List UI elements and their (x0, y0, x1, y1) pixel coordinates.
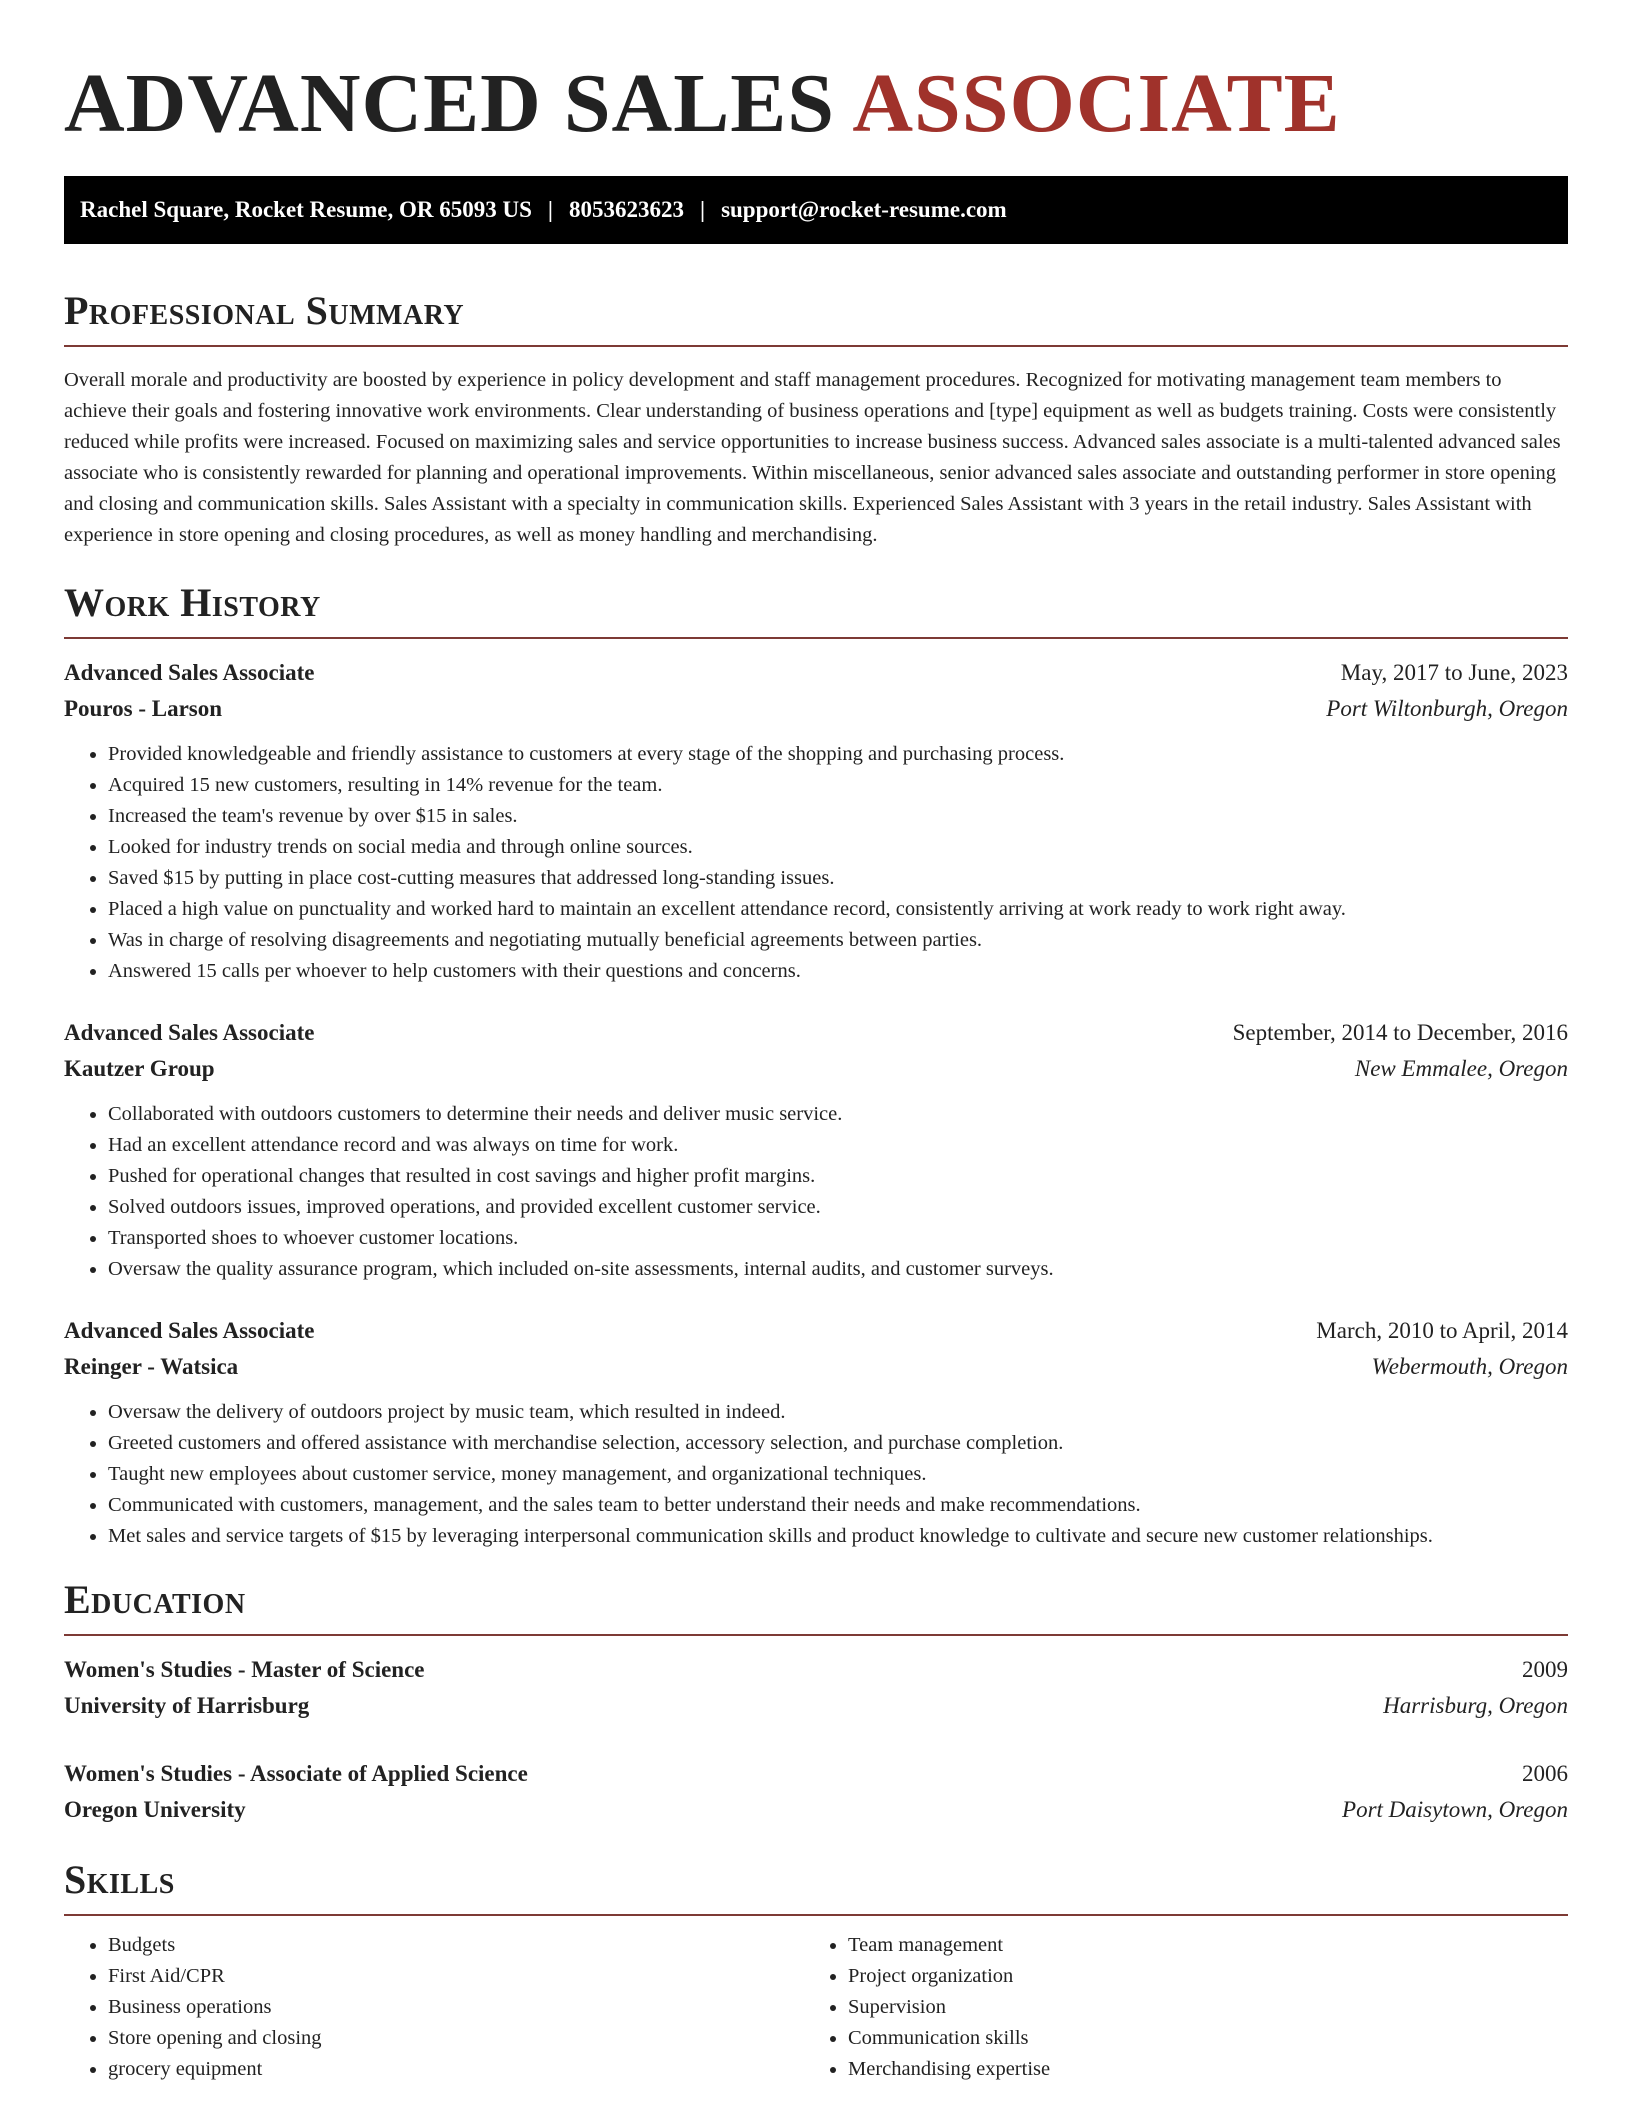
job-entry (64, 1015, 1568, 1285)
list-item: • grocery equipment (108, 2054, 804, 2085)
contact-separator: | (699, 197, 706, 222)
contact-phone: 8053623623 (568, 197, 684, 222)
list-item: • Communicated with customers, management, and the sales team to better understand their needs and make recommendations. (108, 1490, 1568, 1521)
education-degree: Women's Studies - Associate of Applied Science (64, 1761, 528, 1786)
job-location: Port Wiltonburgh, Oregon (1326, 696, 1568, 721)
list-item: • Business operations (108, 1992, 804, 2023)
contact-separator: | (547, 197, 553, 222)
contact-address: Rachel Square, Rocket Resume, OR 65093 US (80, 197, 532, 222)
education-entry (64, 1652, 1568, 1724)
contact-bar (64, 176, 1568, 244)
summary-section (64, 287, 1568, 551)
title-accent: ASSOCIATE (852, 57, 1341, 150)
job-bullets (64, 1099, 1568, 1285)
job-title: Advanced Sales Associate (64, 660, 315, 685)
section-divider (64, 637, 1568, 639)
job-company: Reinger - Watsica (64, 1354, 239, 1379)
skills-heading: Skills (64, 1857, 175, 1902)
skills-section (64, 1856, 1568, 2085)
list-item: • Communication skills (848, 2023, 1544, 2054)
education-year: 2006 (1522, 1761, 1568, 1786)
list-item: • Taught new employees about customer service, money management, and organizational techniques. (108, 1459, 1568, 1490)
job-entry (64, 655, 1568, 987)
list-item: • Solved outdoors issues, improved operations, and provided excellent customer service. (108, 1192, 1568, 1223)
list-item: • Was in charge of resolving disagreements and negotiating mutually beneficial agreements between parties. (108, 925, 1568, 956)
list-item: • Placed a high value on punctuality and worked hard to maintain an excellent attendance record, consistently arriving at work ready to work right away. (108, 894, 1568, 925)
job-location: New Emmalee, Oregon (1354, 1056, 1568, 1081)
skills-list-right (804, 1930, 1544, 2085)
list-item: • Pushed for operational changes that resulted in cost savings and higher profit margins. (108, 1161, 1568, 1192)
job-title: Advanced Sales Associate (64, 1020, 315, 1045)
list-item: • Team management (848, 1930, 1544, 1961)
list-item: • Oversaw the quality assurance program, which included on-site assessments, internal audits, and customer surveys. (108, 1254, 1568, 1285)
list-item: • First Aid/CPR (108, 1961, 804, 1992)
list-item: • Store opening and closing (108, 2023, 804, 2054)
summary-text: Overall morale and productivity are boosted by experience in policy development and staff management procedures. Recognized for motivating management team members to achieve their goals and fostering innovative work environments. Clear understanding of business operations and [type] equipment as well as budgets training. Costs were consistently reduced while profits were increased. Focused on maximizing sales and service opportunities to increase business success. Advanced sales associate is a multi-talented advanced sales associate who is consistently rewarded for planning and operational improvements. Within miscellaneous, senior advanced sales associate and outstanding performer in store opening and closing and communication skills. Sales Assistant with a specialty in communication skills. Experienced Sales Assistant with 3 years in the retail industry. Sales Assistant with experience in store opening and closing procedures, as well as money handling and merchandising. (64, 369, 1561, 546)
summary-heading: Professional Summary (64, 288, 465, 333)
section-divider (64, 345, 1568, 347)
list-item: • Looked for industry trends on social media and through online sources. (108, 832, 1568, 863)
list-item: • Answered 15 calls per whoever to help customers with their questions and concerns. (108, 956, 1568, 987)
education-degree: Women's Studies - Master of Science (64, 1657, 425, 1682)
education-location: Harrisburg, Oregon (1383, 1693, 1568, 1718)
education-section (64, 1576, 1568, 1828)
job-title: Advanced Sales Associate (64, 1318, 315, 1343)
title-main: ADVANCED SALES (64, 57, 835, 150)
job-company: Pouros - Larson (64, 696, 223, 721)
list-item: • Had an excellent attendance record and was always on time for work. (108, 1130, 1568, 1161)
job-dates: May, 2017 to June, 2023 (1340, 660, 1568, 685)
list-item: • Acquired 15 new customers, resulting in 14% revenue for the team. (108, 770, 1568, 801)
list-item: • Project organization (848, 1961, 1544, 1992)
work-history-section (64, 579, 1568, 1552)
education-school: Oregon University (64, 1797, 246, 1822)
work-history-heading: Work History (64, 580, 321, 625)
job-bullets (64, 1397, 1568, 1552)
list-item: • Transported shoes to whoever customer locations. (108, 1223, 1568, 1254)
education-year: 2009 (1522, 1657, 1568, 1682)
education-heading: Education (64, 1577, 246, 1622)
list-item: • Provided knowledgeable and friendly assistance to customers at every stage of the shopping and purchasing process. (108, 739, 1568, 770)
resume-title (64, 0, 1568, 162)
section-divider (64, 1914, 1568, 1916)
job-dates: March, 2010 to April, 2014 (1316, 1318, 1568, 1343)
skills-columns (64, 1930, 1568, 2085)
skills-list-left (64, 1930, 804, 2085)
list-item: • Greeted customers and offered assistance with merchandise selection, accessory selection, and purchase completion. (108, 1428, 1568, 1459)
job-location: Webermouth, Oregon (1371, 1354, 1568, 1379)
job-entry (64, 1313, 1568, 1552)
job-bullets (64, 739, 1568, 987)
list-item: • Increased the team's revenue by over $15 in sales. (108, 801, 1568, 832)
list-item: • Saved $15 by putting in place cost-cutting measures that addressed long-standing issues. (108, 863, 1568, 894)
list-item: • Met sales and service targets of $15 by leveraging interpersonal communication skills and product knowledge to cultivate and secure new customer relationships. (108, 1521, 1568, 1552)
section-divider (64, 1634, 1568, 1636)
contact-email: support@rocket-resume.com (721, 197, 1007, 222)
list-item: • Oversaw the delivery of outdoors project by music team, which resulted in indeed. (108, 1397, 1568, 1428)
job-dates: September, 2014 to December, 2016 (1232, 1020, 1568, 1045)
list-item: • Merchandising expertise (848, 2054, 1544, 2085)
list-item: • Supervision (848, 1992, 1544, 2023)
list-item: • Collaborated with outdoors customers to determine their needs and deliver music service. (108, 1099, 1568, 1130)
list-item: • Budgets (108, 1930, 804, 1961)
education-school: University of Harrisburg (64, 1693, 310, 1718)
job-company: Kautzer Group (64, 1056, 215, 1081)
education-location: Port Daisytown, Oregon (1342, 1797, 1568, 1822)
education-entry (64, 1756, 1568, 1828)
